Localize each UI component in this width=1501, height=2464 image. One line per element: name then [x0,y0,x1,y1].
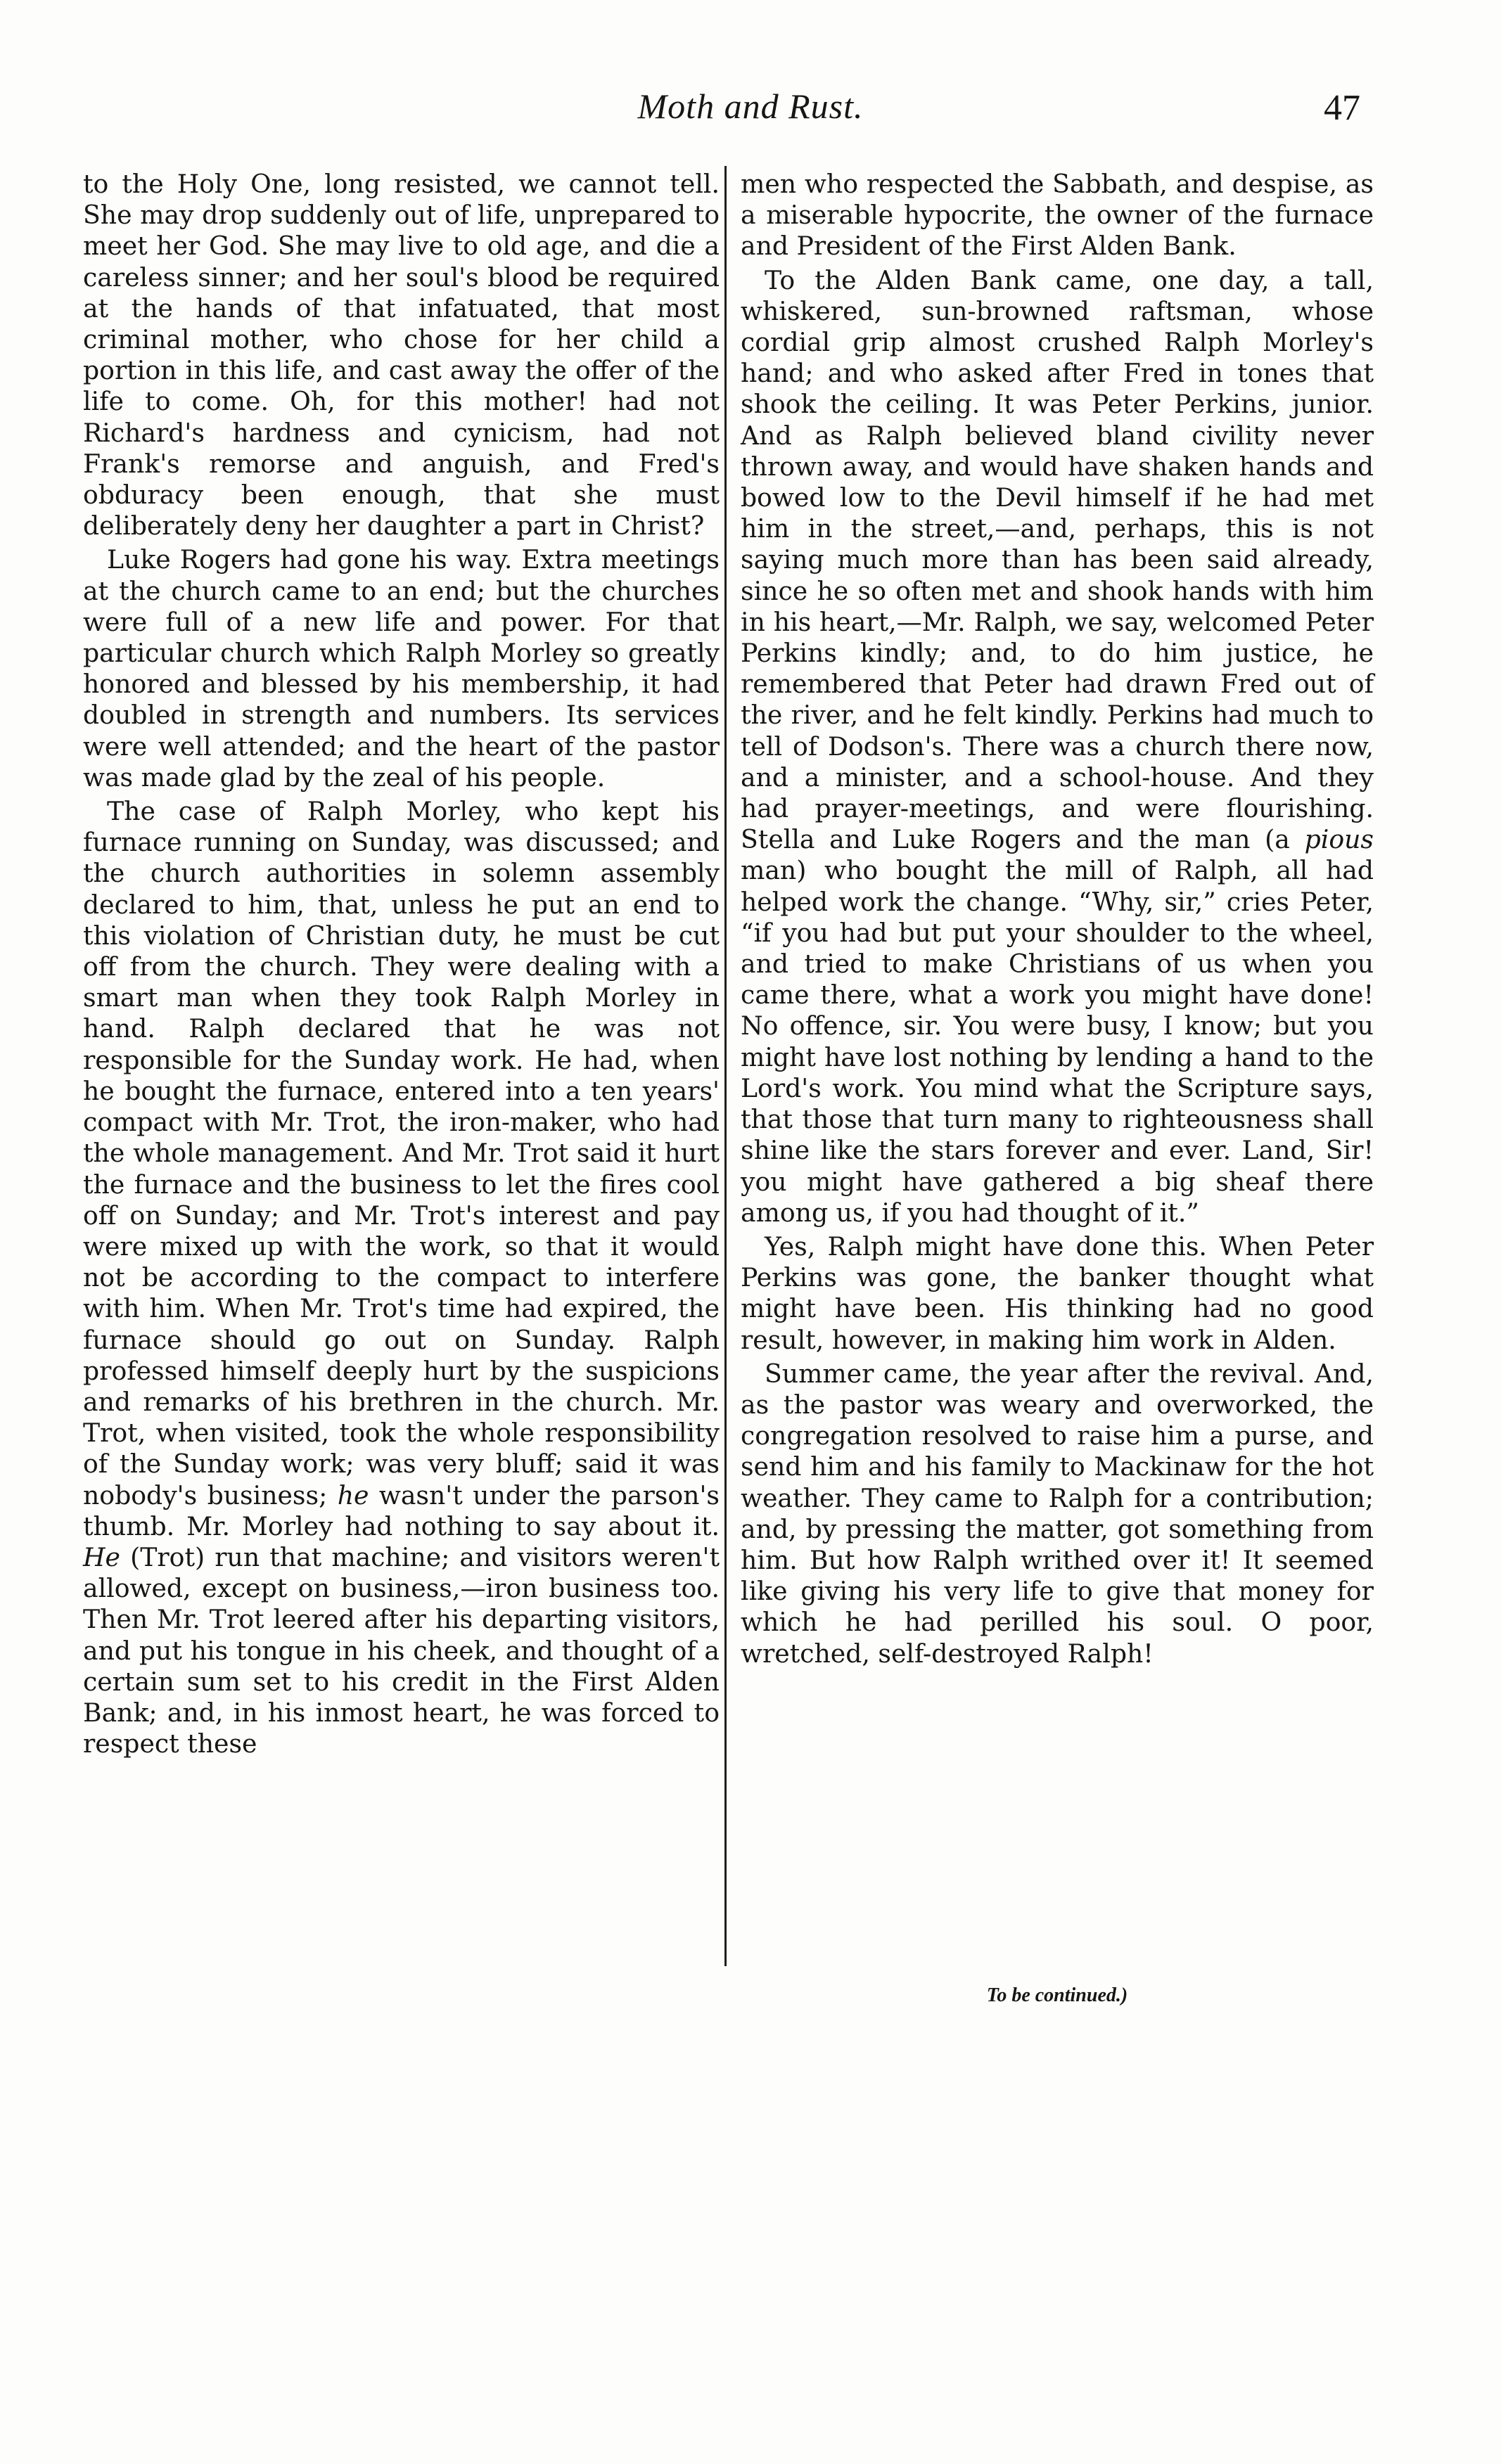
paragraph [83,796,720,1759]
paragraph-text: man) who bought the mill of Ralph, all had helped work the change. “Why, sir,” cries Peter, “if you had but put your shoulder to the wheel, and tried to make Christians of us when you came there, what a work you might have done! No offence, sir. You were busy, I know; but you might have lost nothing by lending a hand to the Lord's work. You mind what the Scripture says, that those that turn many to righteousness shall shine like the stars forever and ever. Land, Sir! you might have gathered a big sheaf there among us, if you had thought of it.” [741,855,1374,1228]
paragraph: Yes, Ralph might have done this. When Peter Perkins was gone, the banker thought what might have been. His thinking had no good result, however, in making him work in Alden. [741,1231,1374,1355]
emphasis: he [337,1480,369,1510]
paragraph: men who respected the Sabbath, and despise, as a miserable hypocrite, the owner of the furnace and President of the First Alden Bank. [741,169,1374,262]
page-number: 47 [1324,88,1360,128]
paragraph: Luke Rogers had gone his way. Extra meetings at the church came to an end; but the churches were full of a new life and power. For that particular church which Ralph Morley so greatly honored and blessed by his membership, it had doubled in strength and numbers. Its services were well attended; and the heart of the pastor was made glad by the zeal of his people. [83,544,720,793]
paragraph-text: To the Alden Bank came, one day, a tall, whiskered, sun-browned raftsman, whose cordial grip almost crushed Ralph Morley's hand; and who asked after Fred in tones that shook the ceiling. It was Peter Perkins, junior. And as Ralph believed bland civility never thrown away, and would have shaken hands and bowed low to the Devil himself if he had met him in the street,—and, perhaps, this is not saying much more than has been said already, since he so often met and shook hands with him in his heart,—Mr. Ralph, we say, welcomed Peter Perkins kindly; and, to do him justice, he remembered that Peter had drawn Fred out of the river, and he felt kindly. Perkins had much to tell of Dodson's. There was a church there now, and a minister, and a school-house. And they had prayer-meetings, and were flourishing. Stella and Luke Rogers and the man (a [741,264,1374,855]
paragraph-text: The case of Ralph Morley, who kept his furnace running on Sunday, was discussed; and the church authorities in solemn assembly declared to him, that, unless he put an end to this violation of Christian duty, he must be cut off from the church. They were dealing with a smart man when they took Ralph Morley in hand. Ralph declared that he was not responsible for the Sunday work. He had, when he bought the furnace, entered into a ten years' compact with Mr. Trot, the iron-maker, who had the whole management. And Mr. Trot said it hurt the furnace and the business to let the fires cool off on Sunday; and Mr. Trot's interest and pay were mixed up with the work, so that it would not be according to the compact to interfere with him. When Mr. Trot's time had expired, the furnace should go out on Sunday. Ralph professed himself deeply hurt by the suspicions and remarks of his brethren in the church. Mr. Trot, when visited, took the whole responsibility of the Sunday work; was very bluff; said it was nobody's business; [83,796,720,1510]
emphasis: He [83,1541,120,1572]
paragraph: to the Holy One, long resisted, we cannot tell. She may drop suddenly out of life, unprepared to meet her God. She may live to old age, and die a careless sinner; and her soul's blood be required at the hands of that infatuated, that most criminal mother, who chose for her child a portion in this life, and cast away the offer of the life to come. Oh, for this mother! had not Richard's hardness and cynicism, had not Frank's remorse and anguish, and Fred's obduracy been enough, that she must deliberately deny her daughter a part in Christ? [83,169,720,541]
running-title: Moth and Rust. [637,86,864,126]
page-header [0,86,1501,142]
right-column [741,169,1374,1669]
paragraph-text: wasn't under the parson's thumb. Mr. Morley had nothing to say about it. [83,1480,720,1541]
left-column [83,169,720,1759]
paragraph [741,265,1374,1228]
paragraph-text: (Trot) run that machine; and visitors weren't allowed, except on business,—iron business too. Then Mr. Trot leered after his departing visitors, and put his tongue in his cheek, and thought of a certain sum set to his credit in the First Alden Bank; and, in his inmost heart, he was forced to respect these [83,1541,720,1759]
continued-note: To be continued.) [986,1984,1128,2006]
paragraph: Summer came, the year after the revival. And, as the pastor was weary and overworked, the congregation resolved to raise him a purse, and send him and his family to Mackinaw for the hot weather. They came to Ralph for a contribution; and, by pressing the matter, got something from him. But how Ralph writhed over it! It seemed like giving his very life to give that money for which he had perilled his soul. O poor, wretched, self-destroyed Ralph! [741,1358,1374,1669]
emphasis: pious [1304,824,1374,855]
column-rule [724,166,727,1966]
